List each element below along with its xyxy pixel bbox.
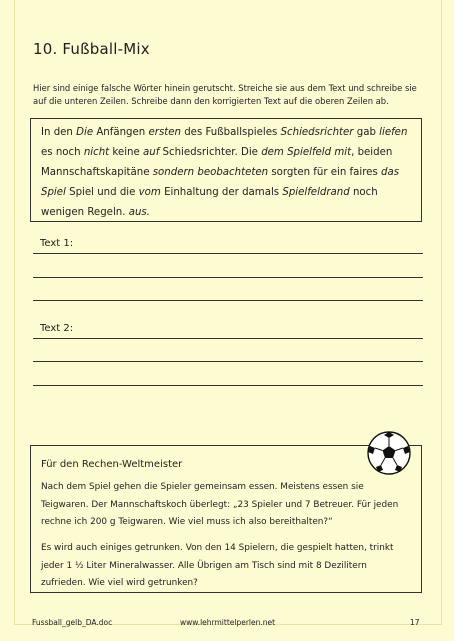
wrong-word: Spielfeldrand xyxy=(282,187,350,198)
math-problem-drinks: Es wird auch einiges getrunken. Von den 14 Spielern, die gespielt hatten, trinkt jeder 1 ½ Liter Mineralwasser. Alle Übrigen am Tisch sind mit 8 Dezilitern zufrieden. Wie viel wird getrunken? xyxy=(41,543,394,588)
wrong-word: auf xyxy=(143,147,160,158)
answer-line[interactable] xyxy=(33,385,423,386)
soccer-ball-icon xyxy=(366,430,412,476)
passage-segment: sorgten für ein faires xyxy=(268,167,381,178)
answer-line[interactable] xyxy=(33,361,423,362)
wrong-word: das Spiel xyxy=(41,167,400,198)
text1-label: Text 1: xyxy=(40,238,74,249)
text2-label: Text 2: xyxy=(40,323,74,334)
answer-line[interactable] xyxy=(33,300,423,301)
passage-segment: keine xyxy=(109,147,143,158)
math-box xyxy=(30,445,422,593)
footer-filename: Fussball_gelb_DA.doc xyxy=(32,618,113,627)
wrong-word: ersten xyxy=(148,127,181,138)
wrong-word: sondern beobachteten xyxy=(152,167,269,178)
passage-segment: Spiel und die xyxy=(65,187,139,198)
passage-box xyxy=(30,118,422,222)
passage-segment: gab xyxy=(353,127,380,138)
passage-segment: es noch xyxy=(41,147,84,158)
passage-segment: Einhaltung der damals xyxy=(160,187,283,198)
wrong-word: dem Spielfeld mit xyxy=(261,147,352,158)
passage-segment: noch wenigen Regeln. xyxy=(41,187,378,218)
wrong-word: Die xyxy=(76,127,94,138)
footer-page-number: 17 xyxy=(410,618,420,627)
passage-segment: Schiedsrichter. Die xyxy=(159,147,262,158)
page-title: 10. Fußball-Mix xyxy=(33,40,150,58)
math-box-title: Für den Rechen-Weltmeister xyxy=(41,459,183,470)
answer-line[interactable] xyxy=(33,277,423,278)
answer-line[interactable] xyxy=(33,253,423,254)
wrong-word: vom xyxy=(138,187,161,198)
wrong-word: aus. xyxy=(128,207,150,218)
math-problem-food: Nach dem Spiel gehen die Spieler gemeinsam essen. Meistens essen sie Teigwaren. Der Mannschaftskoch überlegt: „23 Spieler und 7 Betreuer. Für jeden rechne ich 200 g Teigwaren. Wie viel muss ich also bereithalten?“ xyxy=(41,482,399,527)
passage-segment: In den xyxy=(41,127,77,138)
wrong-word: liefen xyxy=(379,127,408,138)
passage-text xyxy=(41,123,413,223)
wrong-word: nicht xyxy=(83,147,110,158)
passage-segment: , beiden Mannschaftskapitäne xyxy=(41,147,393,178)
passage-segment: Anfängen xyxy=(93,127,149,138)
instructions: Hier sind einige falsche Wörter hinein gerutscht. Streiche sie aus dem Text und schreibe sie auf die unteren Zeilen. Schreibe dann den korrigierten Text auf die oberen Zeilen ab. xyxy=(33,83,417,106)
passage-segment: des Fußballspieles xyxy=(180,127,281,138)
footer-website: www.lehrmittelperlen.net xyxy=(180,618,276,627)
wrong-word: Schiedsrichter xyxy=(280,127,354,138)
answer-line[interactable] xyxy=(33,338,423,339)
